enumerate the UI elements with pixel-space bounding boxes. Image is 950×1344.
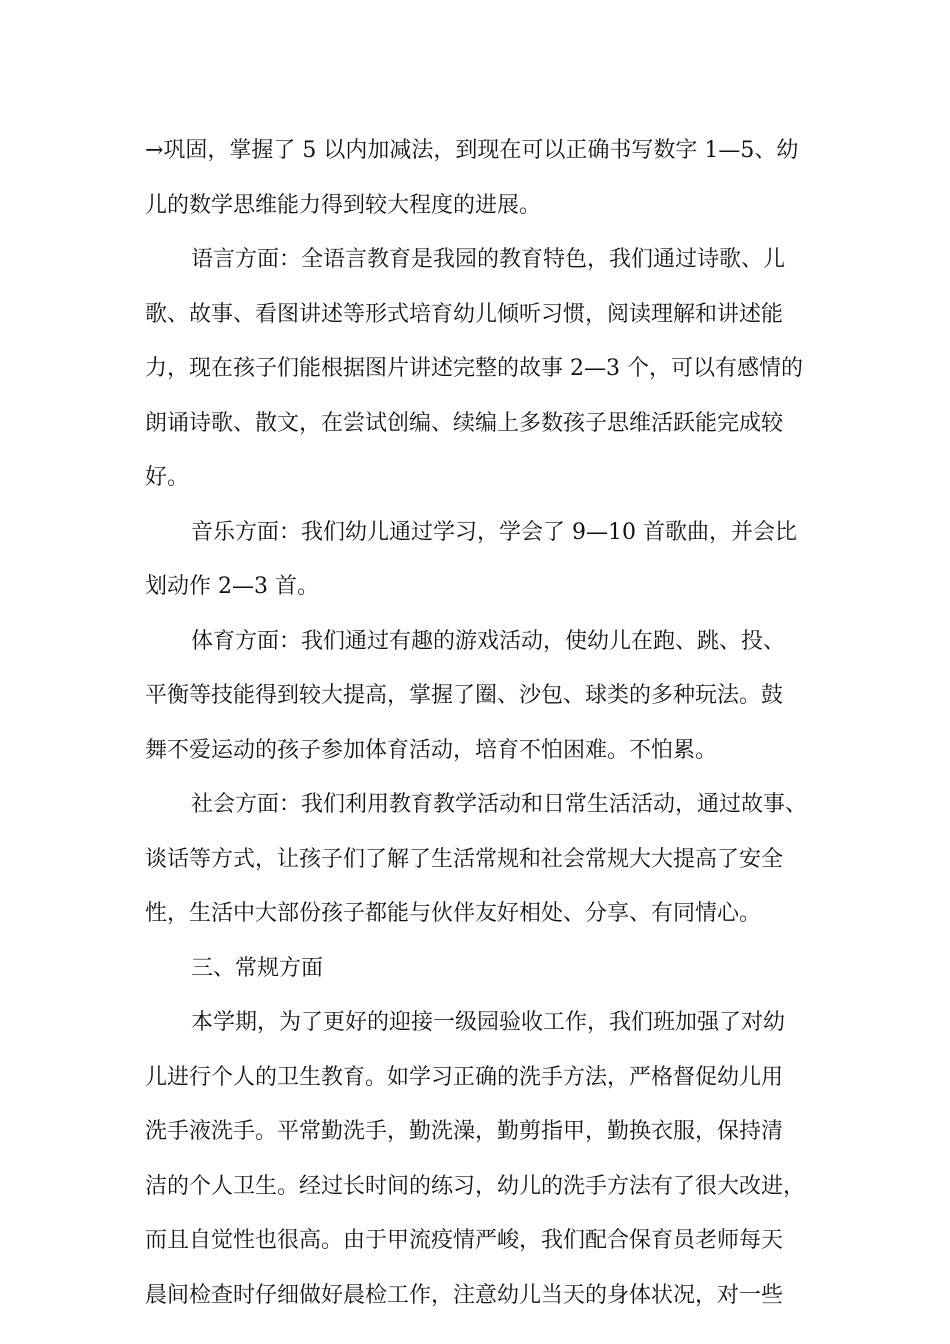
paragraph-social: 社会方面：我们利用教育教学活动和日常生活活动，通过故事、 xyxy=(191,792,808,817)
paragraph-routine: 本学期，为了更好的迎接一级园验收工作，我们班加强了对幼 xyxy=(191,1010,786,1035)
text-line: 谈话等方式，让孩子们了解了生活常规和社会常规大大提高了安全 xyxy=(145,846,784,872)
document-body xyxy=(145,124,825,1323)
text-line: 舞不爱运动的孩子参加体育活动，培育不怕困难。不怕累。 xyxy=(145,737,718,763)
text-line: 歌、故事、看图讲述等形式培育幼儿倾听习惯，阅读理解和讲述能 xyxy=(145,301,784,327)
text-line: →巩固，掌握了 5 以内加减法，到现在可以正确书写数字 1—5、幼 xyxy=(145,138,799,163)
text-line: 儿进行个人的卫生教育。如学习正确的洗手方法，严格督促幼儿用 xyxy=(145,1064,784,1090)
text-line: 晨间检查时仔细做好晨检工作，注意幼儿当天的身体状况，对一些 xyxy=(145,1282,784,1308)
paragraph-sports: 体育方面：我们通过有趣的游戏活动，使幼儿在跑、跳、投、 xyxy=(191,628,786,654)
text-line: 划动作 2—3 首。 xyxy=(145,574,319,599)
text-line: 儿的数学思维能力得到较大程度的进展。 xyxy=(145,192,542,218)
text-line: 而且自觉性也很高。由于甲流疫情严峻，我们配合保育员老师每天 xyxy=(145,1228,784,1253)
section-heading-routine: 三、常规方面 xyxy=(191,955,324,981)
text-line: 洁的个人卫生。经过长时间的练习，幼儿的洗手方法有了很大改进， xyxy=(145,1173,806,1199)
text-line: 性，生活中大部份孩子都能与伙伴友好相处、分享、有同情心。 xyxy=(145,901,762,926)
text-line: 力，现在孩子们能根据图片讲述完整的故事 2—3 个，可以有感情的 xyxy=(145,356,803,381)
text-line: 好。 xyxy=(145,465,190,490)
text-line: 洗手液洗手。平常勤洗手，勤洗澡，勤剪指甲，勤换衣服，保持清 xyxy=(145,1119,784,1144)
paragraph-music: 音乐方面：我们幼儿通过学习，学会了 9—10 首歌曲，并会比 xyxy=(191,519,797,545)
paragraph-language: 语言方面：全语言教育是我园的教育特色，我们通过诗歌、儿 xyxy=(191,247,786,272)
text-line: 朗诵诗歌、散文，在尝试创编、续编上多数孩子思维活跃能完成较 xyxy=(145,410,784,436)
text-line: 平衡等技能得到较大提高，掌握了圈、沙包、球类的多种玩法。鼓 xyxy=(145,683,784,708)
